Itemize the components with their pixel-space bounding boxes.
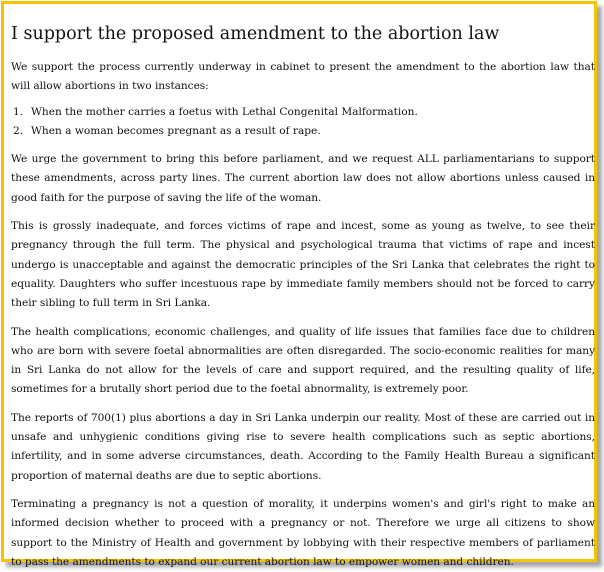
paragraph-abortion-reports: The reports of 700(1) plus abortions a day in Sri Lanka underpin our reality. Most of these are carried out in unsafe and unhygienic conditions giving rise to severe health complications such as septic abortions, infertility, and in some adverse circumstances, death. According to the Family Health Bureau a significant proportion of maternal deaths are due to septic abortions. [11, 411, 595, 482]
paragraph-health-complications: The health complications, economic challenges, and quality of life issues that families face due to children who are born with severe foetal abnormalities are often disregarded. The socio-economic realities for many in Sri Lanka do not allow for the levels of care and support required, and the resulting quality of life, sometimes for a brutally short period due to the foetal abnormality, is extremely poor. [11, 325, 595, 396]
paragraph-urge-government: We urge the government to bring this before parliament, and we request ALL parliamentarians to support these amendments, across party lines. The current abortion law does not allow abortions unless caused in good faith for the purpose of saving the life of the woman. [11, 153, 595, 204]
paragraph-grossly-inadequate: This is grossly inadequate, and forces victims of rape and incest, some as young as twelve, to see their pregnancy through the full term. The physical and psychological trauma that victims of rape and incest undergo is unacceptable and against the democratic principles of the Sri Lanka that celebrates the right to equality. Daughters who suffer incestuous rape by immediate family members should not be forced to carry their sibling to full term in Sri Lanka. [11, 220, 595, 310]
intro-paragraph: We support the process currently underway in cabinet to present the amendment to the abortion law that will allow abortions in two instances: [11, 61, 595, 93]
list-item-number: 2. [13, 124, 24, 137]
paragraph-terminating-pregnancy: Terminating a pregnancy is not a question of morality, it underpins women's and girl's right to make an informed decision whether to proceed with a pregnancy or not. Therefore we urge all citizens to show support to the Ministry of Health and government by lobbying with their respective members of parliament to pass the amendments to expand our current abortion law to empower women and children. [11, 497, 595, 568]
list-item-number: 1. [13, 105, 24, 118]
list-item [11, 122, 595, 141]
list-item-text: When the mother carries a foetus with Lethal Congenital Malformation. [31, 105, 418, 118]
document-content [11, 8, 595, 572]
instances-list [11, 103, 595, 142]
document-frame [1, 1, 597, 568]
document-title: I support the proposed amendment to the abortion law [11, 24, 500, 44]
list-item [11, 103, 595, 122]
list-item-text: When a woman becomes pregnant as a result of rape. [31, 124, 321, 137]
